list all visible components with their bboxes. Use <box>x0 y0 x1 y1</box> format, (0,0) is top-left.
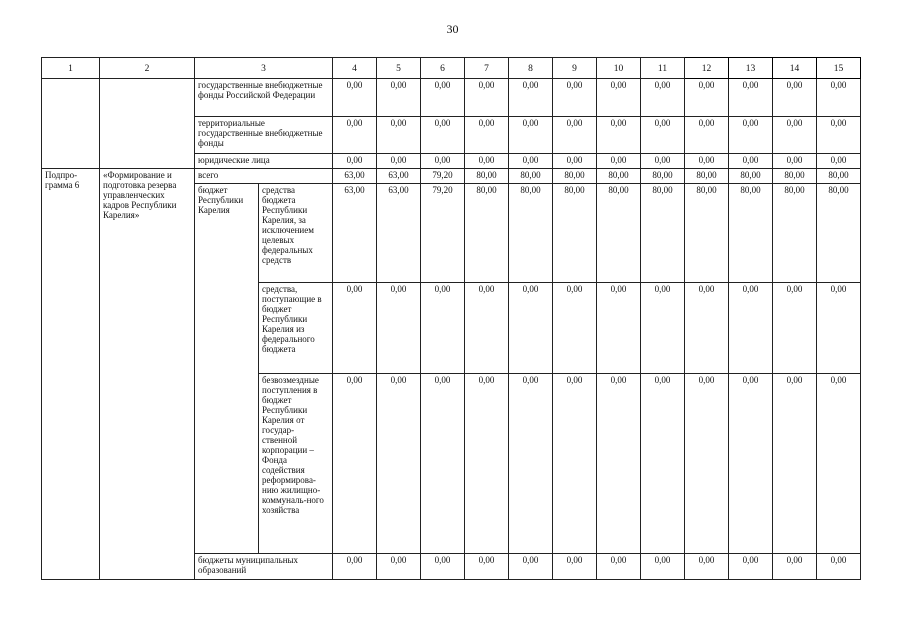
header-cell: 11 <box>641 58 685 79</box>
value-cell: 0,00 <box>817 554 861 580</box>
value-cell: 0,00 <box>377 79 421 117</box>
value-cell: 0,00 <box>509 374 553 554</box>
budget-table <box>41 57 861 580</box>
value-cell: 0,00 <box>685 117 729 154</box>
value-cell: 80,00 <box>729 169 773 184</box>
value-cell: 79,20 <box>421 184 465 283</box>
header-cell: 4 <box>333 58 377 79</box>
subprogram-name: «Формирование и подготовка резерва управленческих кадров Республики Карелия» <box>100 169 195 580</box>
value-cell: 0,00 <box>729 374 773 554</box>
value-cell: 0,00 <box>421 374 465 554</box>
value-cell: 80,00 <box>729 184 773 283</box>
value-cell: 0,00 <box>817 79 861 117</box>
value-cell: 0,00 <box>685 79 729 117</box>
value-cell: 0,00 <box>597 283 641 374</box>
header-cell: 5 <box>377 58 421 79</box>
value-cell: 0,00 <box>729 283 773 374</box>
value-cell: 0,00 <box>421 283 465 374</box>
value-cell: 0,00 <box>729 154 773 169</box>
value-cell: 80,00 <box>553 184 597 283</box>
value-cell: 0,00 <box>509 283 553 374</box>
header-cell: 14 <box>773 58 817 79</box>
header-cell: 6 <box>421 58 465 79</box>
value-cell: 0,00 <box>553 374 597 554</box>
value-cell: 80,00 <box>509 169 553 184</box>
value-cell: 63,00 <box>377 169 421 184</box>
value-cell: 0,00 <box>377 283 421 374</box>
value-cell: 80,00 <box>685 184 729 283</box>
value-cell: 80,00 <box>685 169 729 184</box>
value-cell: 0,00 <box>333 283 377 374</box>
value-cell: 0,00 <box>421 79 465 117</box>
value-cell: 0,00 <box>685 283 729 374</box>
value-cell: 0,00 <box>685 554 729 580</box>
value-cell: 63,00 <box>333 184 377 283</box>
value-cell: 63,00 <box>333 169 377 184</box>
value-cell: 0,00 <box>773 554 817 580</box>
value-cell: 0,00 <box>333 154 377 169</box>
table-row <box>42 169 861 184</box>
value-cell: 0,00 <box>597 154 641 169</box>
row-label: средства, поступающие в бюджет Республики Карелия из федерального бюджета <box>259 283 333 374</box>
value-cell: 79,20 <box>421 169 465 184</box>
value-cell: 0,00 <box>377 374 421 554</box>
empty-code-cell <box>42 79 100 169</box>
row-label: всего <box>195 169 333 184</box>
header-cell: 2 <box>100 58 195 79</box>
value-cell: 0,00 <box>817 283 861 374</box>
value-cell: 0,00 <box>465 554 509 580</box>
value-cell: 0,00 <box>333 117 377 154</box>
value-cell: 0,00 <box>509 554 553 580</box>
row-label: юридические лица <box>195 154 333 169</box>
value-cell: 80,00 <box>465 184 509 283</box>
value-cell: 0,00 <box>333 79 377 117</box>
value-cell: 80,00 <box>641 184 685 283</box>
header-cell: 3 <box>195 58 333 79</box>
value-cell: 0,00 <box>465 79 509 117</box>
header-cell: 13 <box>729 58 773 79</box>
value-cell: 0,00 <box>817 117 861 154</box>
header-cell: 7 <box>465 58 509 79</box>
value-cell: 0,00 <box>553 154 597 169</box>
value-cell: 0,00 <box>553 554 597 580</box>
value-cell: 0,00 <box>553 79 597 117</box>
value-cell: 0,00 <box>641 117 685 154</box>
value-cell: 0,00 <box>509 117 553 154</box>
value-cell: 0,00 <box>641 154 685 169</box>
budget-group-label: бюджет Республики Карелия <box>195 184 259 554</box>
value-cell: 80,00 <box>817 184 861 283</box>
header-row <box>42 58 861 79</box>
header-cell: 12 <box>685 58 729 79</box>
value-cell: 80,00 <box>553 169 597 184</box>
value-cell: 0,00 <box>597 117 641 154</box>
value-cell: 0,00 <box>553 283 597 374</box>
value-cell: 0,00 <box>509 79 553 117</box>
row-label: государственные внебюджетные фонды Российской Федерации <box>195 79 333 117</box>
value-cell: 0,00 <box>553 117 597 154</box>
value-cell: 0,00 <box>465 117 509 154</box>
value-cell: 80,00 <box>465 169 509 184</box>
value-cell: 0,00 <box>817 374 861 554</box>
value-cell: 0,00 <box>465 154 509 169</box>
value-cell: 0,00 <box>597 374 641 554</box>
value-cell: 0,00 <box>597 554 641 580</box>
value-cell: 0,00 <box>729 554 773 580</box>
value-cell: 0,00 <box>377 117 421 154</box>
value-cell: 0,00 <box>641 554 685 580</box>
header-cell: 1 <box>42 58 100 79</box>
table-row <box>42 79 861 117</box>
value-cell: 0,00 <box>421 117 465 154</box>
empty-name-cell <box>100 79 195 169</box>
value-cell: 0,00 <box>641 374 685 554</box>
value-cell: 0,00 <box>817 154 861 169</box>
value-cell: 0,00 <box>729 79 773 117</box>
value-cell: 0,00 <box>729 117 773 154</box>
header-cell: 15 <box>817 58 861 79</box>
value-cell: 0,00 <box>421 554 465 580</box>
header-cell: 10 <box>597 58 641 79</box>
value-cell: 80,00 <box>597 169 641 184</box>
value-cell: 0,00 <box>421 154 465 169</box>
value-cell: 0,00 <box>641 79 685 117</box>
page-number: 30 <box>446 22 459 36</box>
value-cell: 0,00 <box>377 154 421 169</box>
value-cell: 0,00 <box>685 154 729 169</box>
value-cell: 80,00 <box>773 184 817 283</box>
value-cell: 0,00 <box>333 554 377 580</box>
value-cell: 80,00 <box>597 184 641 283</box>
value-cell: 0,00 <box>597 79 641 117</box>
subprogram-code: Подпро-грамма 6 <box>42 169 100 580</box>
row-label: бюджеты муниципальных образований <box>195 554 333 580</box>
value-cell: 63,00 <box>377 184 421 283</box>
row-label: средства бюджета Республики Карелия, за исключением целевых федеральных средств <box>259 184 333 283</box>
value-cell: 80,00 <box>817 169 861 184</box>
value-cell: 0,00 <box>465 374 509 554</box>
row-label: территориальные государственные внебюджетные фонды <box>195 117 333 154</box>
value-cell: 0,00 <box>773 154 817 169</box>
header-cell: 8 <box>509 58 553 79</box>
value-cell: 80,00 <box>641 169 685 184</box>
value-cell: 0,00 <box>773 117 817 154</box>
value-cell: 80,00 <box>509 184 553 283</box>
value-cell: 0,00 <box>773 283 817 374</box>
value-cell: 0,00 <box>773 79 817 117</box>
value-cell: 0,00 <box>377 554 421 580</box>
value-cell: 0,00 <box>685 374 729 554</box>
header-cell: 9 <box>553 58 597 79</box>
row-label: безвозмездные поступления в бюджет Республики Карелия от государ-ственной корпорации – Фонда содействия реформирова-нию жилищно-коммуналь-ного хозяйства <box>259 374 333 554</box>
value-cell: 80,00 <box>773 169 817 184</box>
value-cell: 0,00 <box>465 283 509 374</box>
value-cell: 0,00 <box>641 283 685 374</box>
value-cell: 0,00 <box>773 374 817 554</box>
value-cell: 0,00 <box>333 374 377 554</box>
value-cell: 0,00 <box>509 154 553 169</box>
